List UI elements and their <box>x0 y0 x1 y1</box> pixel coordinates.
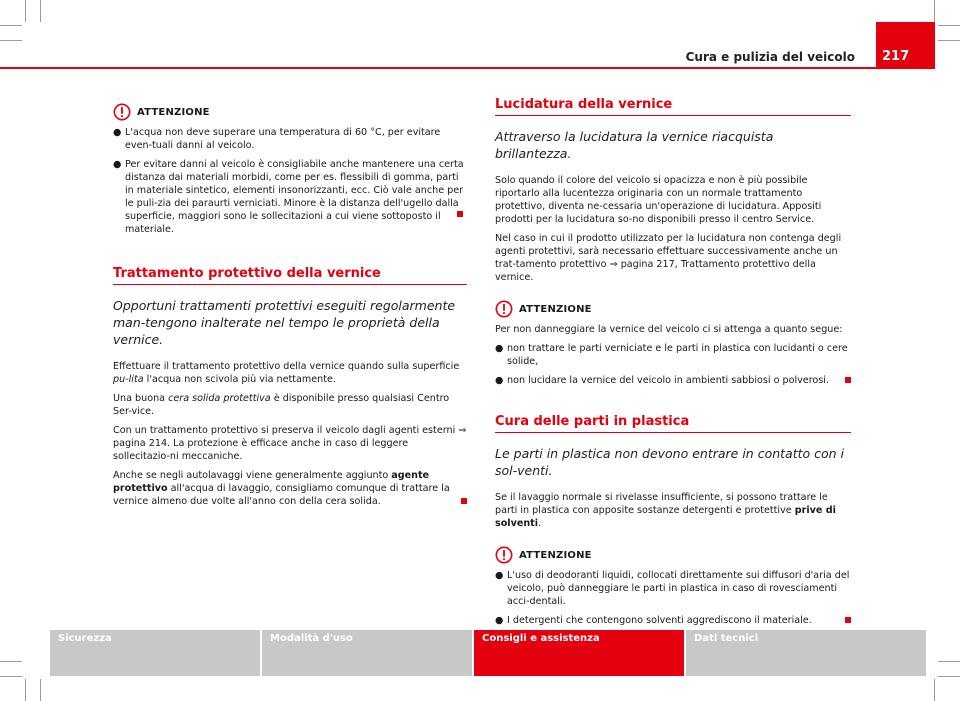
warning-header <box>113 103 467 121</box>
warning-bullet <box>495 374 851 387</box>
end-marker <box>845 617 851 623</box>
chapter-tabs <box>50 630 928 676</box>
left-column <box>113 103 467 514</box>
crop-mark <box>938 661 960 662</box>
crop-mark <box>0 40 22 41</box>
tab-sicurezza[interactable]: Sicurezza <box>50 630 260 676</box>
warning-label: ATTENZIONE <box>137 106 210 118</box>
text-run: Anche se negli autolavaggi viene generalmente aggiunto <box>113 470 392 481</box>
bullet-text: non lucidare la vernice del veicolo in ambienti sabbiosi o polverosi. <box>507 375 830 386</box>
bold-text: agente protettivo <box>113 470 430 494</box>
bullet-text: non trattare le parti verniciate e le parti in plastica con lucidanti o cere solide, <box>507 343 848 367</box>
end-marker <box>457 211 463 217</box>
bullet-dot: ● <box>495 343 504 354</box>
warning-intro: Per non danneggiare la vernice del veicolo ci si attenga a quanto segue: <box>495 324 843 335</box>
tab-consigli-assistenza[interactable]: Consigli e assistenza <box>474 630 684 676</box>
warning-label: ATTENZIONE <box>519 549 592 561</box>
warning-bullet <box>495 614 851 627</box>
tab-modalita-uso[interactable]: Modalità d'uso <box>262 630 472 676</box>
warning-bullet <box>113 126 467 152</box>
running-header-title: Cura e pulizia del veicolo <box>685 50 855 64</box>
bullet-dot: ● <box>495 615 504 626</box>
text-run: Una buona <box>113 393 169 404</box>
crop-mark <box>938 25 960 26</box>
text-run: Effettuare il trattamento protettivo della vernice quando sulla superficie <box>113 361 460 372</box>
bullet-dot: ● <box>113 159 122 170</box>
paragraph <box>113 360 467 386</box>
exclamation-circle-icon <box>113 103 131 121</box>
bullet-text: L'acqua non deve superare una temperatura di 60 °C, per evitare even-tuali danni al veicolo. <box>125 127 441 151</box>
paragraph: Con un trattamento protettivo si preserva il veicolo dagli agenti esterni ⇒ pagina 214. La protezione è efficace anche in caso di leggere sollecitazio-ni meccaniche. <box>113 425 467 462</box>
warning-header <box>495 546 851 564</box>
text-run: . <box>538 518 542 529</box>
page-number: 217 <box>876 22 935 68</box>
warning-label: ATTENZIONE <box>519 303 592 315</box>
text-run: l'acqua non scivola più via nettamente. <box>143 374 336 385</box>
warning-bullet <box>113 158 467 236</box>
section-title: Cura delle parti in plastica <box>495 415 851 433</box>
end-marker <box>845 377 851 383</box>
paragraph: Solo quando il colore del veicolo si opacizza e non è più possibile riportarlo alla lucentezza originaria con un normale trattamento protettivo, diventa ne-cessaria un'operazione di lucidatura. Appositi prodotti per la lucidatura so-no disponibili presso il centro Service. <box>495 175 822 225</box>
bold-text: prive di solventi <box>495 505 836 529</box>
crop-mark <box>934 679 935 701</box>
crop-mark <box>0 661 22 662</box>
section-title: Lucidatura della vernice <box>495 98 851 116</box>
paragraph <box>495 491 851 530</box>
section-title: Trattamento protettivo della vernice <box>113 267 467 285</box>
paragraph <box>113 469 467 508</box>
bullet-dot: ● <box>113 127 122 138</box>
exclamation-circle-icon <box>495 300 513 318</box>
crop-mark <box>938 40 960 41</box>
warning-bullet <box>495 569 851 608</box>
warning-box <box>113 103 467 236</box>
crop-mark <box>934 0 935 22</box>
crop-mark <box>40 0 41 22</box>
paragraph <box>113 392 467 418</box>
exclamation-circle-icon <box>495 546 513 564</box>
text-run: Se il lavaggio normale si rivelasse insufficiente, si possono trattare le parti in plastica con apposite sostanze detergenti e protettive <box>495 492 828 516</box>
emphasis-text: cera solida protettiva <box>168 393 271 404</box>
crop-mark <box>25 679 26 701</box>
warning-bullet <box>495 342 851 368</box>
emphasis-text: pu-lita <box>113 374 144 385</box>
bullet-text: Per evitare danni al veicolo è consigliabile anche mantenere una certa distanza dai materiali morbidi, come per es. flessibili di gomma, parti in materiale sintetico, elementi insonorizzanti, ecc. Ciò vale anche per le puli-zia dei paraurti verniciati. Minore è la distanza dell'ugello dalla superficie, maggiori sono le sollecitazioni a cui viene sottoposto il materiale. <box>125 159 464 235</box>
paragraph: Nel caso in cui il prodotto utilizzato per la lucidatura non contenga degli agenti protettivi, sarà necessario effettuare successivamente anche un trat-tamento protettivo ⇒ pagina 217, Trattamento protettivo della vernice. <box>495 233 842 283</box>
crop-mark <box>938 676 960 677</box>
bullet-text: I detergenti che contengono solventi aggrediscono il materiale. <box>507 615 812 626</box>
crop-mark <box>0 25 22 26</box>
crop-mark <box>40 679 41 701</box>
section-lead: Opportuni trattamenti protettivi eseguiti regolarmente man-tengono inalterate nel tempo le proprietà della vernice. <box>113 298 456 347</box>
warning-header <box>495 300 851 318</box>
text-run: è disponibile presso qualsiasi Centro Ser-vice. <box>113 393 450 417</box>
warning-box <box>495 546 851 627</box>
crop-mark <box>0 676 22 677</box>
warning-box <box>495 300 851 387</box>
tab-dati-tecnici[interactable]: Dati tecnici <box>686 630 926 676</box>
bullet-dot: ● <box>495 375 504 386</box>
header-rule <box>0 67 935 69</box>
right-column <box>495 98 851 633</box>
section-lead: Attraverso la lucidatura la vernice riacquista brillantezza. <box>495 129 774 161</box>
bullet-text: L'uso di deodoranti liquidi, collocati direttamente sui diffusori d'aria del veicolo, può danneggiare le parti in plastica in caso di rovesciamenti acci-dentali. <box>507 570 850 607</box>
crop-mark <box>25 0 26 22</box>
section-lead: Le parti in plastica non devono entrare in contatto con i sol-venti. <box>495 446 845 478</box>
bullet-dot: ● <box>495 570 504 581</box>
text-run: all'acqua di lavaggio, consigliamo comunque di trattare la vernice almeno due volte all'anno con della cera solida. <box>113 483 450 507</box>
end-marker <box>461 498 467 504</box>
